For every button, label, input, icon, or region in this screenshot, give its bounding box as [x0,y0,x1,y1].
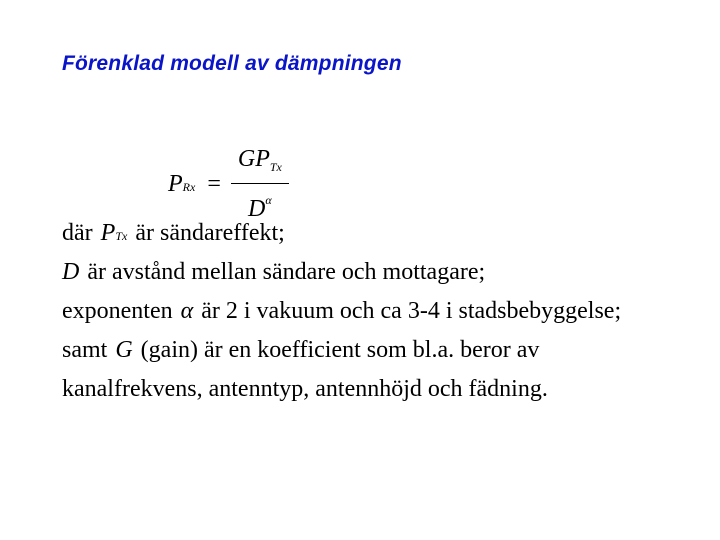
explanation-text [62,214,621,409]
line1-rest: är sändareffekt; [135,220,285,246]
formula-numerator-symbol: GP [237,146,270,172]
explanation-line-5 [62,370,621,409]
explanation-line-3 [62,292,621,331]
line2-symbol: D [62,259,80,285]
line3-prefix: exponenten [62,298,173,324]
formula-numerator-subscript: Tx [269,160,282,174]
slide-title: Förenklad modell av dämpningen [62,52,402,75]
line4-rest: (gain) är en koefficient som bl.a. beror av [140,337,540,363]
formula-equals: = [207,170,221,197]
line3-symbol: α [180,298,194,324]
formula-lhs-symbol: P [168,170,183,197]
line1-subscript: Tx [115,229,128,243]
formula-lhs [168,171,195,198]
line3-rest: är 2 i vakuum och ca 3-4 i stadsbebyggelse; [201,298,622,324]
formula-denominator-symbol: D [248,196,266,223]
attenuation-formula [168,145,289,223]
line4-prefix: samt [62,337,108,363]
explanation-line-1 [62,214,621,253]
formula-denominator-superscript: α [265,193,272,208]
line2-rest: är avstånd mellan sändare och mottagare; [87,259,486,285]
line5-text: kanalfrekvens, antenntyp, antennhöjd och fädning. [62,376,548,402]
line1-symbol: P [100,220,116,246]
line4-symbol: G [115,337,133,363]
line1-prefix: där [62,220,93,246]
explanation-line-2 [62,253,621,292]
explanation-line-4 [62,331,621,370]
formula-numerator [236,145,284,183]
formula-lhs-subscript: Rx [182,179,196,194]
formula-fraction [231,145,289,223]
